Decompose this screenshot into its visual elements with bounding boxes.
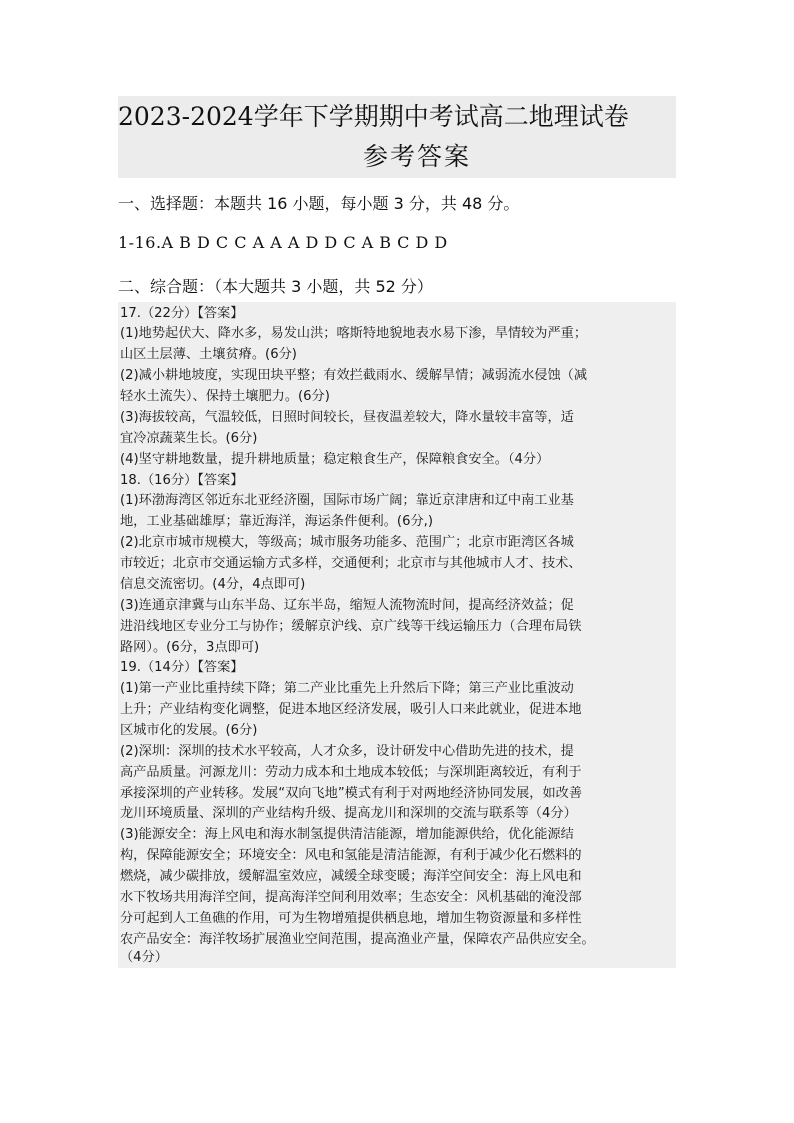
answer-line: 分可起到人工鱼礁的作用，可为生物增殖提供栖息地，增加生物资源量和多样性	[120, 911, 582, 926]
answer-line: 高产品质量。河源龙川：劳动力成本和土地成本较低；与深圳距离较近，有利于	[120, 765, 582, 780]
answer-line: (2)北京市城市规模大，等级高；城市服务功能多、范围广；北京市距湾区各城	[120, 535, 574, 550]
answer-line: 承接深圳的产业转移。发展“双向飞地”模式有利于对两地经济协同发展，如改善	[120, 786, 583, 801]
answer-line: （4分）	[120, 950, 168, 965]
answer-body	[118, 302, 676, 968]
answer-line: (1)地势起伏大、降水多，易发山洪；喀斯特地貌地表水易下渗，旱情较为严重；	[120, 326, 588, 341]
answer-line: 市较近；北京市交通运输方式多样，交通便利；北京市与其他城市人才、技术、	[120, 556, 582, 571]
answer-line: 区城市化的发展。(6分)	[120, 723, 258, 738]
answer-line: (1)环渤海湾区邻近东北亚经济圈，国际市场广阔；靠近京津唐和辽中南工业基	[120, 493, 574, 508]
answer-line: (4)坚守耕地数量，提升耕地质量；稳定粮食生产，保障粮食安全。（4分）	[120, 452, 550, 467]
answer-line: 农产品安全：海洋牧场扩展渔业空间范围，提高渔业产量，保障农产品供应安全。	[120, 932, 595, 947]
answer-line: 路网）。(6分，3点即可)	[120, 640, 260, 655]
section2-heading: 二、综合题：（本大题共 3 小题，共 52 分）	[118, 277, 433, 296]
answer-line: (1)第一产业比重持续下降；第二产业比重先上升然后下降；第三产业比重波动	[120, 681, 574, 696]
answer-line: 17.（22分）【答案】	[120, 306, 244, 321]
answer-line: 水下牧场共用海洋空间，提高海洋空间利用效率；生态安全：风机基础的淹没部	[120, 890, 582, 905]
answer-line: 19.（14分）【答案】	[120, 660, 244, 675]
page-title: 2023-2024学年下学期期中考试高二地理试卷	[118, 102, 629, 131]
answer-line: 上升；产业结构变化调整，促进本地区经济发展，吸引人口来此就业，促进本地	[120, 702, 582, 717]
answer-line: 信息交流密切。(4分，4点即可)	[120, 577, 306, 592]
answer-line: 燃烧，减少碳排放，缓解温室效应，减缓全球变暖；海洋空间安全：海上风电和	[120, 869, 582, 884]
answer-line: (2)减小耕地坡度，实现田块平整；有效拦截雨水、缓解旱情；减弱流水侵蚀（减	[120, 368, 588, 383]
answer-line: 进沿线地区专业分工与协作；缓解京沪线、京广线等干线运输压力（合理布局铁	[120, 619, 582, 634]
answer-line: 山区土层薄、土壤贫瘠。(6分)	[120, 347, 297, 362]
answer-line: 龙川环境质量、深圳的产业结构升级、提高龙川和深圳的交流与联系等（4分）	[120, 806, 577, 821]
answer-line: 轻水土流失）、保持土壤肥力。(6分)	[120, 389, 330, 404]
answer-line: (3)能源安全：海上风电和海水制氢提供清洁能源，增加能源供给，优化能源结	[120, 827, 574, 842]
answer-line: 宜冷凉蔬菜生长。(6分)	[120, 431, 258, 446]
title-block	[118, 96, 676, 178]
answer-line: (2)深圳：深圳的技术水平较高，人才众多，设计研发中心借助先进的技术，提	[120, 744, 574, 759]
answer-line: 18.（16分）【答案】	[120, 473, 244, 488]
answer-line: (3)连通京津冀与山东半岛、辽东半岛，缩短人流物流时间，提高经济效益；促	[120, 598, 574, 613]
answer-line: 构，保障能源安全；环境安全：风电和氢能是清洁能源，有利于减少化石燃料的	[120, 848, 582, 863]
answer-line: (3)海拔较高，气温较低，日照时间较长，昼夜温差较大，降水量较丰富等，适	[120, 410, 574, 425]
multiple-choice-answers: 1-16.A B D C C A A A D D C A B C D D	[118, 233, 448, 252]
answer-line: 地，工业基础雄厚；靠近海洋，海运条件便利。(6分,)	[120, 514, 433, 529]
page-subtitle: 参考答案	[362, 142, 471, 171]
section1-heading: 一、选择题：本题共 16 小题，每小题 3 分，共 48 分。	[118, 194, 520, 213]
